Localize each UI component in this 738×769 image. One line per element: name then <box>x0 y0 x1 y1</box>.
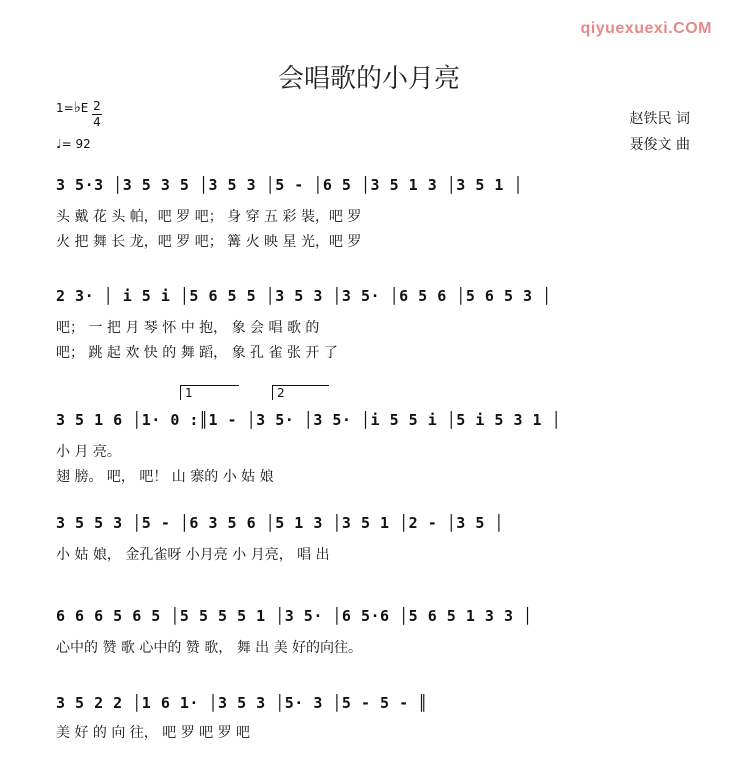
lyricist-credit: 赵铁民 词 <box>629 111 690 127</box>
tempo-mark: ♩= 92 <box>56 137 91 151</box>
lyrics-line-6-verse-1: 美 好 的 向 往， 吧 罗 吧 罗 吧 <box>56 725 251 741</box>
volta-second-ending <box>272 385 329 400</box>
lyrics-line-2-verse-2: 吧； 跳 起 欢 快 的 舞 蹈， 象 孔 雀 张 开 了 <box>56 345 338 361</box>
notes-line-6: 3 5 2 2 │1 6 1· │3 5 3 │5· 3 │5 - 5 - ║ <box>56 694 428 712</box>
time-bottom: 4 <box>93 115 101 129</box>
key-prefix: 1= <box>56 101 74 115</box>
lyrics-line-3-verse-1: 小 月 亮。 <box>56 444 121 460</box>
credits <box>630 106 690 158</box>
time-top: 2 <box>93 99 101 113</box>
lyrics-line-1-verse-2: 火 把 舞 长 龙，吧 罗 吧； 篝 火 映 星 光，吧 罗 <box>56 234 362 250</box>
song-title: 会唱歌的小月亮 <box>277 64 460 94</box>
notes-line-5: 6 6 6 5 6 5 │5 5 5 5 1 │3 5· │6 5·6 │5 6 5 1 3 3 │ <box>56 607 533 625</box>
lyrics-line-1-verse-1: 头 戴 花 头 帕，吧 罗 吧； 身 穿 五 彩 裝，吧 罗 <box>56 209 362 225</box>
volta-first-label: 1 <box>185 386 193 400</box>
lyrics-line-5-verse-1: 心中的 赞 歌 心中的 赞 歌， 舞 出 美 好的向往。 <box>56 640 363 656</box>
volta-second-label: 2 <box>277 386 285 400</box>
site-watermark <box>581 20 712 38</box>
time-signature <box>92 100 102 129</box>
lyrics-line-3-verse-2: 翅 膀。 吧， 吧！ 山 寨的 小 姑 娘 <box>56 469 274 485</box>
lyrics-line-4-verse-1: 小 姑 娘， 金孔雀呀 小月亮 小 月亮， 唱 出 <box>56 547 330 563</box>
notes-line-3: 3 5 1 6 │1· 0 :║1 - │3 5· │3 5· │i 5 5 i │5 i 5 3 1 │ <box>56 411 562 429</box>
lyrics-line-2-verse-1: 吧； 一 把 月 琴 怀 中 抱， 象 会 唱 歌 的 <box>56 320 320 336</box>
watermark-text: qiyuexuexi.COM <box>580 20 712 37</box>
composer-credit: 聂俊文 曲 <box>629 137 690 153</box>
notes-line-2: 2 3· │ i 5 i │5 6 5 5 │3 5 3 │3 5· │6 5 6 │5 6 5 3 │ <box>56 287 552 305</box>
volta-first-ending <box>180 385 239 400</box>
notes-line-4: 3 5 5 3 │5 - │6 3 5 6 │5 1 3 │3 5 1 │2 - │3 5 │ <box>56 514 504 532</box>
flat-icon: ♭ <box>73 98 81 116</box>
key-note: E <box>80 101 89 115</box>
notes-line-1: 3 5·3 │3 5 3 5 │3 5 3 │5 - │6 5 │3 5 1 3 │3 5 1 │ <box>56 176 524 194</box>
key-signature <box>56 100 88 115</box>
